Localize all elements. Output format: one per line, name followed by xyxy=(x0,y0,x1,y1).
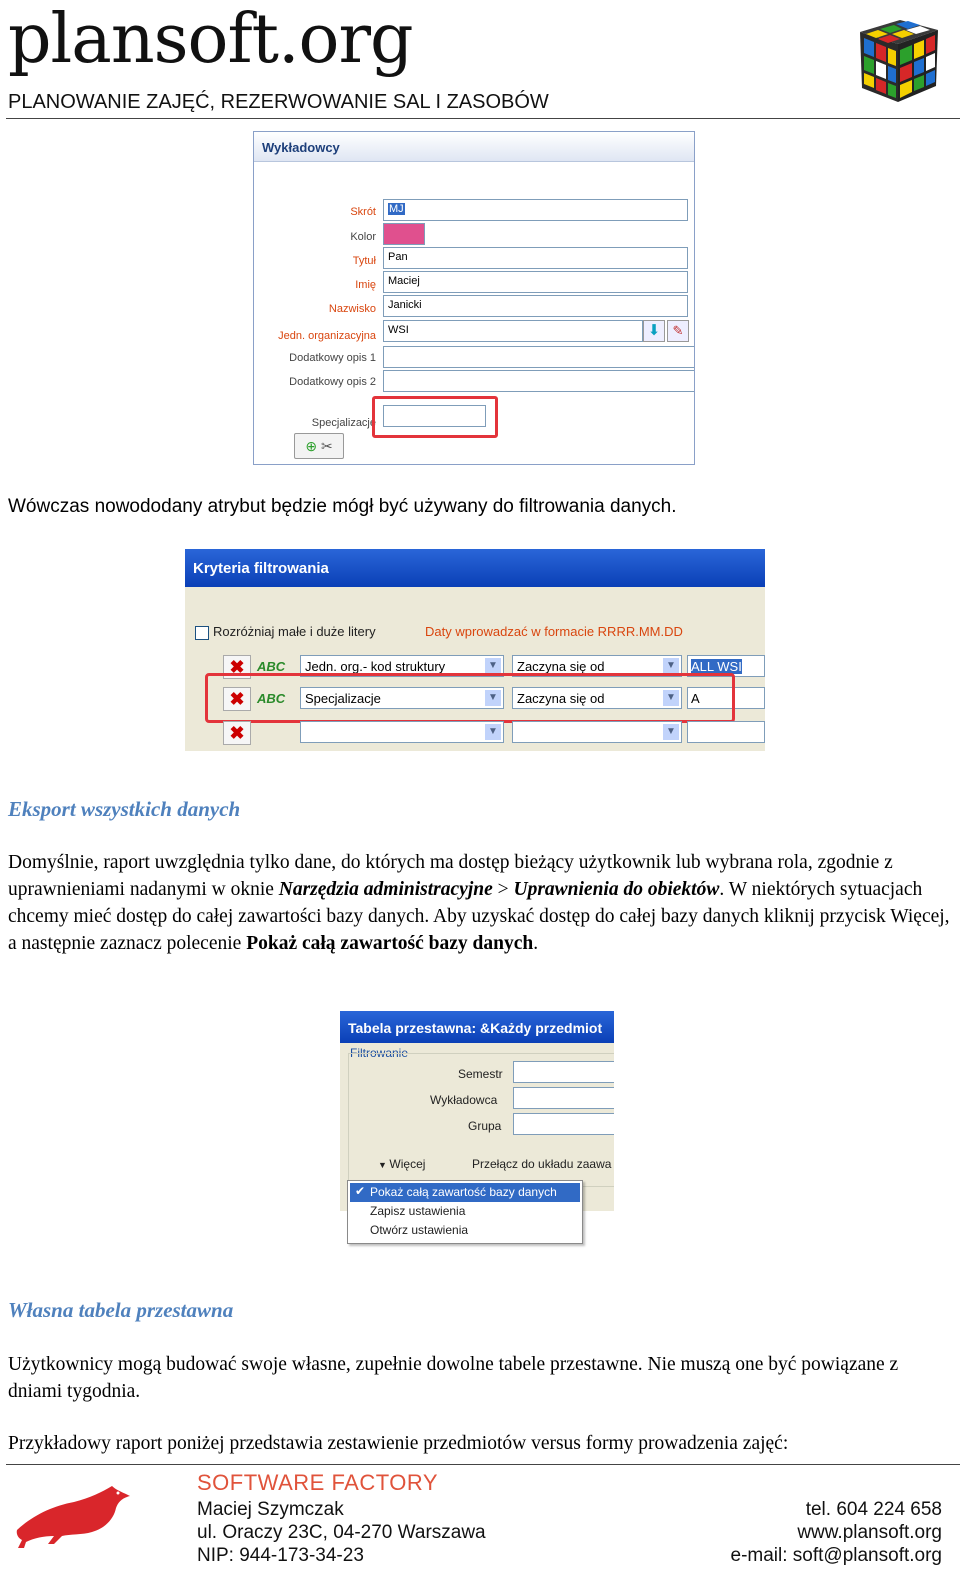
footer-divider xyxy=(6,1464,960,1465)
chevron-down-icon: ▼ xyxy=(663,724,679,740)
date-format-note: Daty wprowadzać w formacie RRRR.MM.DD xyxy=(425,624,683,639)
row-3-op-select[interactable] xyxy=(512,721,682,743)
lecturers-form-title: Wykładowcy xyxy=(254,132,694,162)
tools-icon: ✂ xyxy=(320,438,333,454)
menu-item-show-all[interactable]: ✔ Pokaż całą zawartość bazy danych xyxy=(350,1183,580,1202)
more-dropdown-menu xyxy=(347,1180,583,1244)
contact-email[interactable]: e-mail: soft@plansoft.org xyxy=(730,1545,942,1566)
row-1-value-input[interactable]: ALL WSI xyxy=(687,655,765,677)
label-skrot: Skrót xyxy=(350,206,376,218)
label-kolor: Kolor xyxy=(350,231,376,243)
row-2-field-select[interactable]: Specjalizacje ▼ xyxy=(300,687,504,709)
kolor-swatch[interactable] xyxy=(383,223,425,245)
nazwisko-input[interactable]: Janicki xyxy=(383,295,688,317)
label-opis1: Dodatkowy opis 1 xyxy=(289,352,376,364)
brush-icon[interactable]: ✎ xyxy=(667,320,689,342)
contact-name: Maciej Szymczak xyxy=(197,1499,344,1520)
row-1-type: ABC xyxy=(257,659,286,674)
row-3-field-select[interactable] xyxy=(300,721,504,743)
paragraph-custom-pivot: Użytkownicy mogą budować swoje własne, zupełnie dowolne tabele przestawne. Nie muszą one być powiązane z dniami tygodnia. xyxy=(8,1354,899,1402)
paragraph-export-all: Domyślnie, raport uwzględnia tylko dane, do których ma dostęp bieżący użytkownik lub wybrana rola, zgodnie z uprawnieniami nadanymi w oknie Narzędzia administracyjne > Uprawnienia do obiektów. W niektórych sytuacjach chcemy mieć dostęp do całej zawartości bazy danych. Aby uzyskać dostęp do całej bazy danych kliknij przycisk Więcej, a następnie zaznacz polecenie Pokaż całą zawartość bazy danych. xyxy=(8,852,950,954)
label-specjalizacje: Specjalizacje xyxy=(311,417,376,429)
filter-criteria-window xyxy=(185,549,765,751)
more-button[interactable]: ▼ Więcej xyxy=(378,1157,426,1171)
paragraph-example-report: Przykładowy raport poniżej przedstawia zestawienie przedmiotów versus formy prowadzenia zajęć: xyxy=(8,1433,789,1454)
lecturers-form-window xyxy=(253,131,695,465)
pivot-table-title: Tabela przestawna: &Każdy przedmiot xyxy=(340,1011,614,1043)
contact-nip: NIP: 944-173-34-23 xyxy=(197,1545,364,1566)
switch-layout-button[interactable]: Przełącz do układu zaawa xyxy=(472,1157,612,1171)
specjalizacje-input[interactable] xyxy=(383,405,486,427)
contact-website[interactable]: www.plansoft.org xyxy=(797,1522,942,1543)
spec-tools-button[interactable] xyxy=(294,433,344,459)
row-1-field-select[interactable]: Jedn. org.- kod struktury ▼ xyxy=(300,655,504,677)
label-tytul: Tytuł xyxy=(352,255,376,267)
wykladowca-input[interactable] xyxy=(513,1087,614,1109)
menu-item-open-settings[interactable]: Otwórz ustawienia xyxy=(370,1223,469,1237)
tytul-input[interactable]: Pan xyxy=(383,247,688,269)
dropdown-arrow-icon: ▼ xyxy=(378,1160,390,1170)
semestr-input[interactable] xyxy=(513,1061,614,1083)
row-1-op-select[interactable]: Zaczyna się od ▼ xyxy=(512,655,682,677)
text-filter-info: Wówczas nowododany atrybut będzie mógł być używany do filtrowania danych. xyxy=(8,496,677,517)
chevron-down-icon: ▼ xyxy=(663,658,679,674)
label-nazwisko: Nazwisko xyxy=(328,303,376,315)
row-2-op-select[interactable]: Zaczyna się od ▼ xyxy=(512,687,682,709)
filter-group-label: Filtrowanie xyxy=(350,1046,409,1060)
label-opis2: Dodatkowy opis 2 xyxy=(289,376,376,388)
row-2-value-input[interactable]: A xyxy=(687,687,765,709)
check-icon: ✔ xyxy=(355,1184,366,1198)
opis2-input[interactable] xyxy=(383,370,695,392)
grupa-label: Grupa xyxy=(468,1119,502,1133)
jedn-org-input[interactable]: WSI xyxy=(383,320,643,342)
delete-row-2-button[interactable]: ✖ xyxy=(223,687,251,711)
header-divider xyxy=(6,118,960,119)
grupa-input[interactable] xyxy=(513,1113,614,1135)
row-3-value-input[interactable] xyxy=(687,721,765,743)
delete-row-3-button[interactable]: ✖ xyxy=(223,721,251,745)
header-subtitle: PLANOWANIE ZAJĘĆ, REZERWOWANIE SAL I ZASOBÓW xyxy=(8,91,549,113)
wykladowca-label: Wykładowca xyxy=(430,1093,498,1107)
filter-criteria-title: Kryteria filtrowania xyxy=(185,549,765,587)
logo-text: plansoft.org xyxy=(8,0,413,79)
red-bird-logo xyxy=(12,1484,134,1550)
case-sensitive-label: Rozróżniaj małe i duże litery xyxy=(213,624,376,639)
chevron-down-icon: ▼ xyxy=(485,658,501,674)
delete-row-1-button[interactable]: ✖ xyxy=(223,655,251,679)
imie-input[interactable]: Maciej xyxy=(383,271,688,293)
menu-item-save-settings[interactable]: Zapisz ustawienia xyxy=(370,1204,466,1218)
contact-address: ul. Oraczy 23C, 04-270 Warszawa xyxy=(197,1522,486,1543)
row-2-highlight xyxy=(205,673,735,723)
company-name: SOFTWARE FACTORY xyxy=(197,1470,439,1495)
chevron-down-icon: ▼ xyxy=(485,690,501,706)
semestr-label: Semestr xyxy=(458,1067,503,1081)
download-arrow-icon[interactable]: ⬇ xyxy=(643,320,665,342)
heading-custom-pivot: Własna tabela przestawna xyxy=(8,1298,234,1322)
label-jedn-org: Jedn. organizacyjna xyxy=(278,330,376,342)
chevron-down-icon: ▼ xyxy=(663,690,679,706)
row-2-type: ABC xyxy=(257,691,286,706)
add-icon: ⊕ xyxy=(305,438,318,454)
rubik-cube-logo xyxy=(850,12,944,106)
opis1-input[interactable] xyxy=(383,346,695,368)
case-sensitive-checkbox[interactable] xyxy=(195,626,209,640)
label-imie: Imię xyxy=(355,279,376,291)
skrot-input[interactable]: MJ xyxy=(383,199,688,221)
contact-phone: tel. 604 224 658 xyxy=(805,1499,942,1520)
heading-export-all: Eksport wszystkich danych xyxy=(8,797,241,821)
chevron-down-icon: ▼ xyxy=(485,724,501,740)
